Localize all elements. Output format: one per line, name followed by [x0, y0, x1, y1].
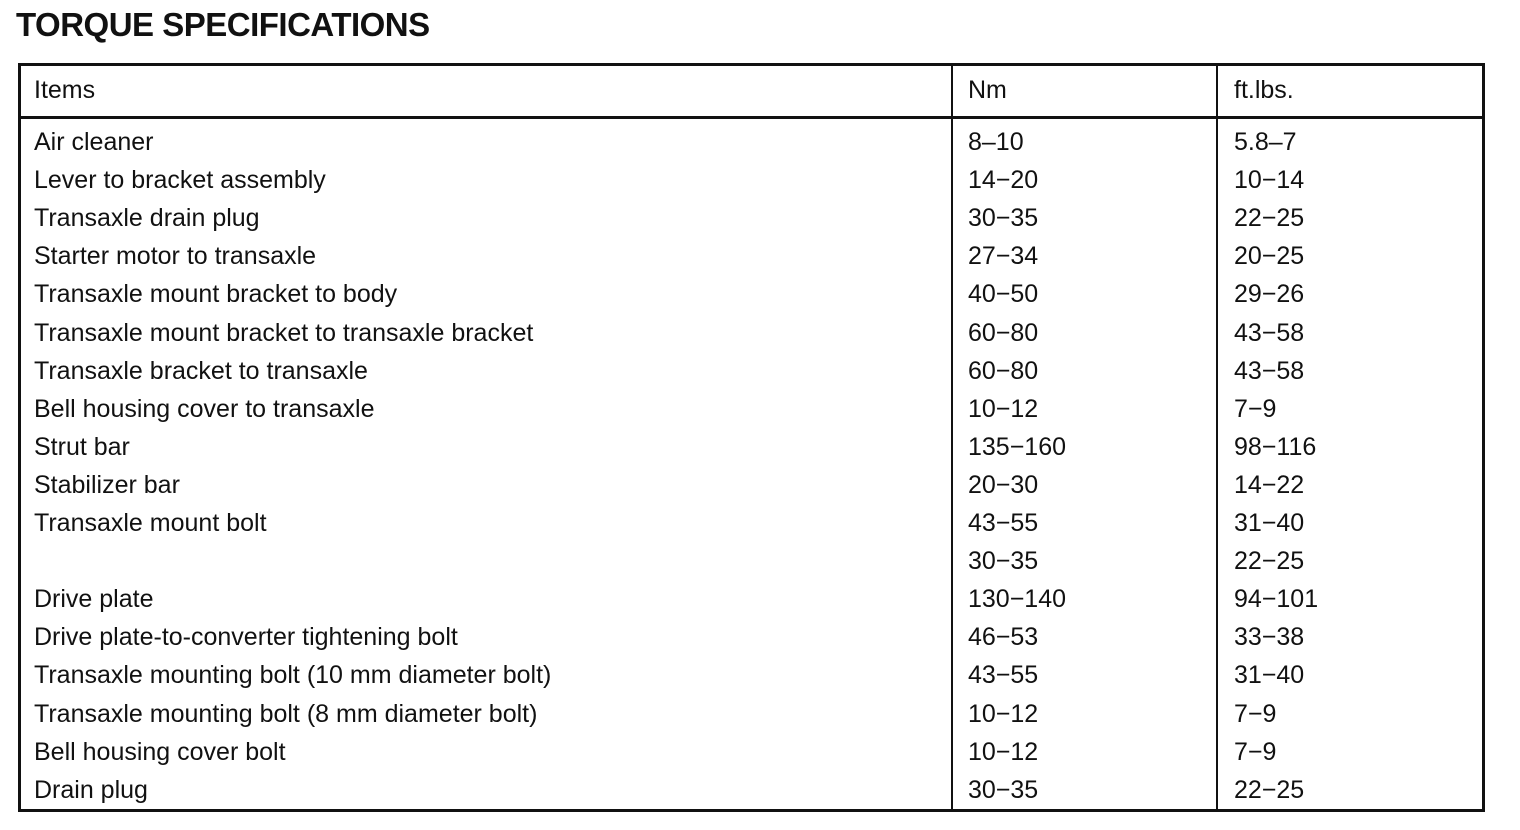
ftlbs-cell: 29−26 — [1234, 280, 1305, 309]
table-row — [21, 319, 1482, 357]
item-cell: Bell housing cover to transaxle — [34, 394, 375, 423]
ftlbs-cell: 7−9 — [1234, 737, 1277, 766]
ftlbs-cell: 10−14 — [1234, 166, 1305, 195]
table-row — [21, 128, 1482, 166]
nm-cell: 46−53 — [968, 623, 1039, 652]
nm-cell: 27−34 — [968, 242, 1039, 271]
table-row — [21, 547, 1482, 585]
header-nm: Nm — [968, 76, 1007, 104]
ftlbs-cell: 31−40 — [1234, 661, 1305, 690]
ftlbs-cell: 43−58 — [1234, 318, 1305, 347]
header-divider — [21, 116, 1482, 119]
nm-cell: 30−35 — [968, 775, 1039, 804]
table-row — [21, 357, 1482, 395]
table-row — [21, 776, 1482, 814]
ftlbs-cell: 33−38 — [1234, 623, 1305, 652]
nm-cell: 30−35 — [968, 204, 1039, 233]
ftlbs-cell: 22−25 — [1234, 204, 1305, 233]
ftlbs-cell: 31−40 — [1234, 509, 1305, 537]
nm-cell: 20−30 — [968, 470, 1039, 499]
item-cell: Strut bar — [34, 432, 130, 461]
nm-cell: 10−12 — [968, 699, 1039, 728]
nm-cell: 14−20 — [968, 166, 1039, 195]
nm-cell: 43−55 — [968, 661, 1039, 690]
ftlbs-cell: 5.8‒7 — [1234, 128, 1297, 156]
ftlbs-cell: 94−101 — [1234, 585, 1319, 614]
item-cell: Transaxle mount bracket to body — [34, 280, 398, 309]
table-row — [21, 395, 1482, 433]
item-cell: Stabilizer bar — [34, 470, 180, 499]
item-cell: Lever to bracket assembly — [34, 166, 326, 195]
torque-table — [18, 63, 1485, 812]
item-cell: Bell housing cover bolt — [34, 737, 286, 766]
ftlbs-cell: 7−9 — [1234, 699, 1277, 728]
ftlbs-cell: 22−25 — [1234, 547, 1305, 576]
table-row — [21, 585, 1482, 623]
item-cell: Transaxle mounting bolt (8 mm diameter bolt) — [34, 699, 538, 728]
nm-cell: 43−55 — [968, 509, 1039, 537]
table-row — [21, 166, 1482, 204]
item-cell: Starter motor to transaxle — [34, 242, 317, 271]
ftlbs-cell: 14−22 — [1234, 470, 1305, 499]
nm-cell: 10−12 — [968, 737, 1039, 766]
nm-cell: 60−80 — [968, 318, 1039, 347]
page-title: TORQUE SPECIFICATIONS — [16, 6, 430, 43]
nm-cell: 10−12 — [968, 394, 1039, 423]
table-row — [21, 204, 1482, 242]
header-items: Items — [34, 76, 96, 104]
nm-cell: 60−80 — [968, 356, 1039, 385]
item-cell: Transaxle drain plug — [34, 204, 260, 233]
item-cell: Drain plug — [34, 775, 148, 804]
header-ftlbs: ft.lbs. — [1234, 76, 1294, 104]
table-row — [21, 242, 1482, 280]
nm-cell: 135−160 — [968, 432, 1067, 461]
item-cell: Air cleaner — [34, 128, 154, 156]
ftlbs-cell: 20−25 — [1234, 242, 1305, 271]
item-cell: Drive plate-to-converter tightening bolt — [34, 623, 458, 652]
nm-cell: 40−50 — [968, 280, 1039, 309]
table-row — [21, 509, 1482, 547]
item-cell: Transaxle bracket to transaxle — [34, 356, 368, 385]
nm-cell: 8‒10 — [968, 128, 1024, 156]
item-cell: Transaxle mounting bolt (10 mm diameter bolt) — [34, 661, 552, 690]
item-cell: Drive plate — [34, 585, 154, 614]
ftlbs-cell: 98−116 — [1234, 432, 1317, 461]
ftlbs-cell: 22−25 — [1234, 775, 1305, 804]
table-row — [21, 661, 1482, 699]
nm-cell: 30−35 — [968, 547, 1039, 576]
table-row — [21, 433, 1482, 471]
table-row — [21, 738, 1482, 776]
ftlbs-cell: 43−58 — [1234, 356, 1305, 385]
table-row — [21, 471, 1482, 509]
nm-cell: 130−140 — [968, 585, 1067, 614]
table-row — [21, 700, 1482, 738]
item-cell: Transaxle mount bracket to transaxle bracket — [34, 318, 534, 347]
table-row — [21, 280, 1482, 318]
item-cell: Transaxle mount bolt — [34, 509, 267, 537]
table-row — [21, 623, 1482, 661]
ftlbs-cell: 7−9 — [1234, 394, 1277, 423]
